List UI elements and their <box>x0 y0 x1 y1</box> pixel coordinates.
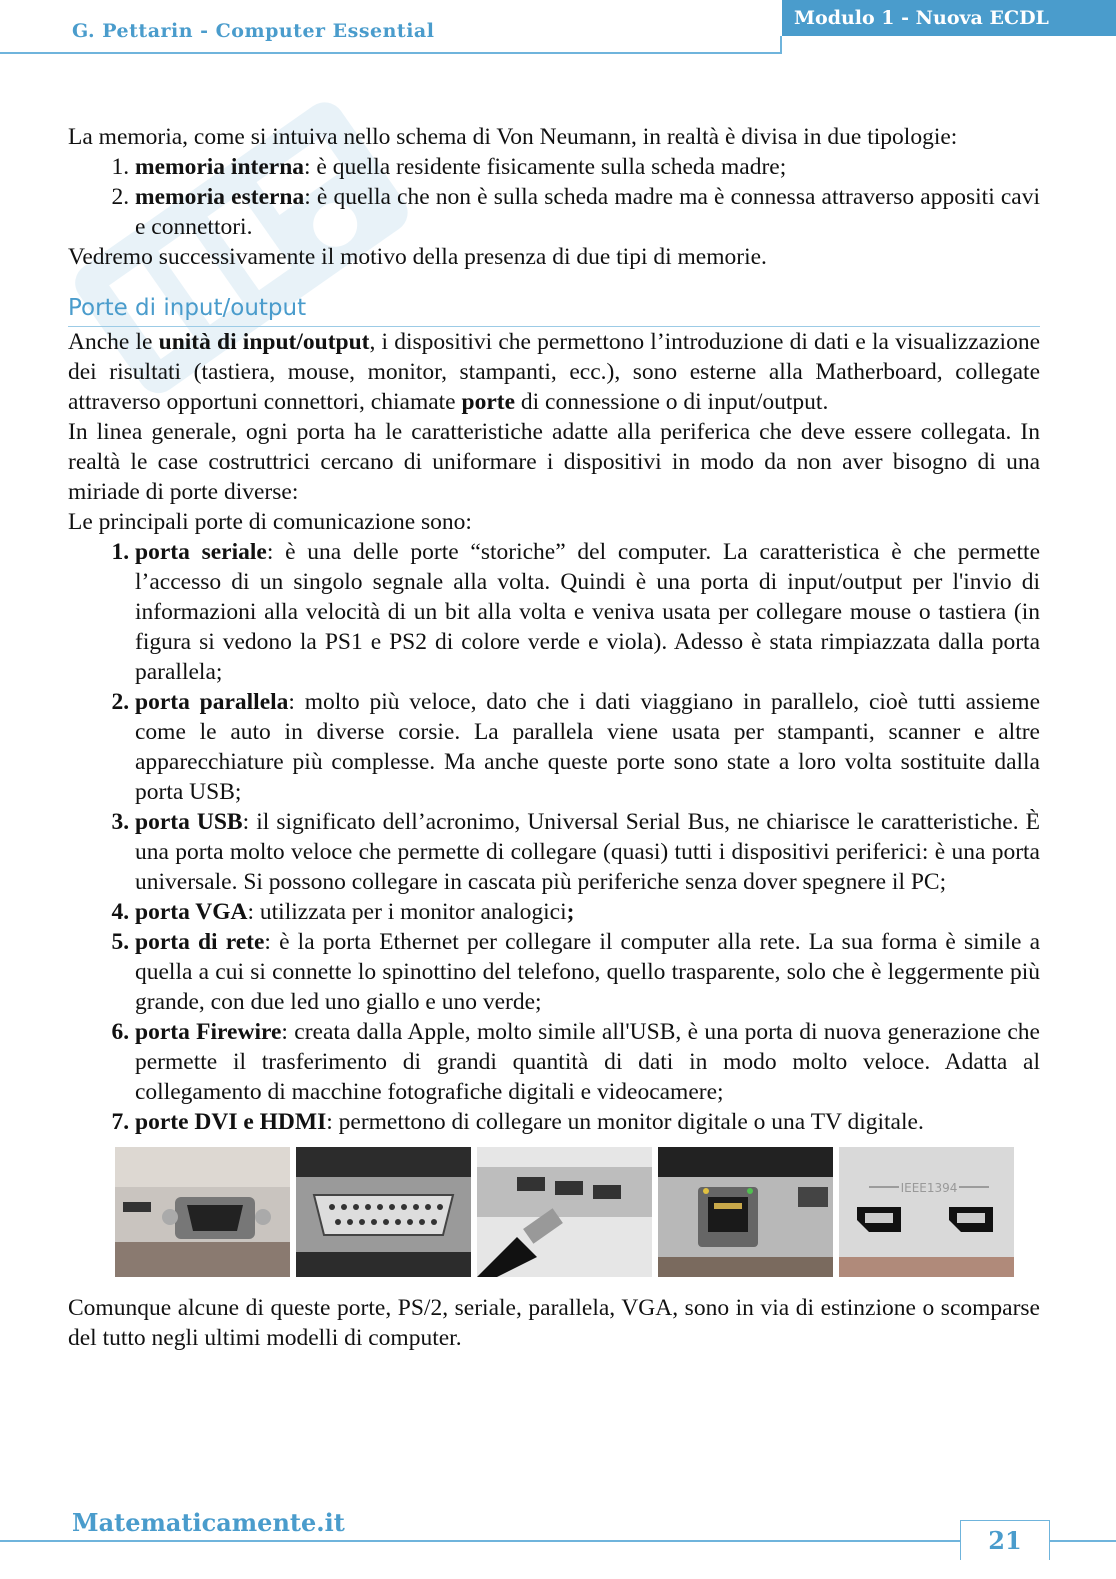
ports-list <box>68 537 1040 1137</box>
section-paragraph-1 <box>68 327 1040 417</box>
list-item-text: : utilizzata per i monitor analogici <box>247 899 567 925</box>
text-run: , i dispositivi che permettono l’introduzione di dati e la visualizzazione dei risultati (tastiera, mouse, monitor, stampanti, ecc.), sono esterne alla Matherboard, collegate attraverso opportuni connettori, chiamate <box>68 329 1040 415</box>
section-closing: Comunque alcune di queste porte, PS/2, seriale, parallela, VGA, sono in via di estinzione o scomparse del tutto negli ultimi modelli di computer. <box>68 1295 1040 1351</box>
text-run: di connessione o di input/output. <box>515 389 829 415</box>
header-rule-vertical <box>780 36 782 53</box>
firewire-port-photo <box>839 1147 1014 1277</box>
footer-rule-right <box>1050 1540 1116 1542</box>
page-number: 21 <box>988 1526 1022 1555</box>
memory-list <box>68 152 1040 242</box>
list-item <box>135 1017 1040 1107</box>
list-item-term: porta parallela <box>135 689 289 715</box>
header-module-label: Modulo 1 - Nuova ECDL <box>794 7 1049 29</box>
page-content <box>68 122 1040 1353</box>
list-item-term: porta Firewire <box>135 1019 282 1045</box>
header-module-badge <box>782 0 1116 36</box>
ports-photo-strip <box>115 1147 1040 1277</box>
list-item-term: porta VGA <box>135 899 248 925</box>
firewire-port-label: IEEE1394 <box>900 1181 958 1195</box>
list-item-text: : è quella che non è sulla scheda madre ma è connessa attraverso appositi cavi e connettori. <box>135 184 1040 240</box>
ethernet-port-photo <box>658 1147 833 1277</box>
list-item-term: porta di rete <box>135 929 265 955</box>
list-item <box>135 537 1040 687</box>
intro-closing: Vedremo successivamente il motivo della presenza di due tipi di memorie. <box>68 244 767 270</box>
list-item-term: memoria interna <box>135 154 305 180</box>
list-item <box>135 897 1040 927</box>
parallel-port-photo <box>296 1147 471 1277</box>
list-item <box>135 687 1040 807</box>
list-item-term: porte DVI e HDMI <box>135 1109 327 1135</box>
list-item <box>135 1107 1040 1137</box>
list-item-text: : permettono di collegare un monitor digitale o una TV digitale. <box>326 1109 924 1135</box>
usb-port-photo <box>477 1147 652 1277</box>
text-run: Anche le <box>68 329 159 355</box>
list-item-text: : creata dalla Apple, molto simile all'USB, è una porta di nuova generazione che permette il trasferimento di grandi quantità di dati in modo molto veloce. Adatta al collegamento di macchine fotografiche digitali e videocamere; <box>135 1019 1040 1105</box>
list-item <box>135 152 1040 182</box>
vga-port-photo <box>115 1147 290 1277</box>
list-item <box>135 182 1040 242</box>
list-item-term: porta USB <box>135 809 243 835</box>
bold-term: unità di input/output <box>158 329 370 355</box>
list-item <box>135 807 1040 897</box>
bold-term: porte <box>461 389 516 415</box>
section-title: Porte di input/output <box>68 292 1040 327</box>
list-item-text: : è una delle porte “storiche” del computer. La caratteristica è che permette l’accesso di un singolo segnale alla volta. Quindi è una porta di input/output per l'invio di informazioni alla velocità di un bit alla volta e veniva usata per collegare mouse o tastiera (in figura si vedono la PS1 e PS2 di colore verde e viola). Adesso è stata rimpiazzata dalla porta parallela; <box>135 539 1040 685</box>
list-item-text: : è la porta Ethernet per collegare il computer alla rete. La sua forma è simile a quella a cui si connette lo spinottino del telefono, quello trasparente, solo che è leggermente più grande, con due led uno giallo e uno verde; <box>135 929 1040 1015</box>
footer-site: Matematicamente.it <box>72 1508 345 1537</box>
list-item-text: : è quella residente fisicamente sulla scheda madre; <box>304 154 787 180</box>
header-rule <box>0 52 782 54</box>
section-paragraph-2: In linea generale, ogni porta ha le caratteristiche adatte alla periferica che deve essere collegata. In realtà le case costruttrici cercano di uniformare i dispositivi in modo da non aver bisogno di una miriade di porte diverse: <box>68 419 1040 505</box>
intro-paragraph: La memoria, come si intuiva nello schema di Von Neumann, in realtà è divisa in due tipologie: <box>68 124 958 150</box>
header-author-title: G. Pettarin - Computer Essential <box>72 20 435 42</box>
section-paragraph-3: Le principali porte di comunicazione sono: <box>68 509 472 535</box>
list-item-text: : il significato dell’acronimo, Universal Serial Bus, ne chiarisce le caratteristiche. È una porta molto veloce che permette di collegare (quasi) tutti i dispositivi periferici: è una porta universale. Si possono collegare in cascata più periferiche senza dover spegnere il PC; <box>135 809 1041 895</box>
list-item-term: porta seriale <box>135 539 267 565</box>
page-number-box <box>960 1520 1050 1560</box>
list-item-term: memoria esterna <box>135 184 305 210</box>
list-item <box>135 927 1040 1017</box>
footer-rule <box>0 1540 960 1542</box>
list-item-text: : molto più veloce, dato che i dati viaggiano in parallelo, cioè tutti assieme come le auto in diverse corsie. La parallela viene usata per stampanti, scanner e altre apparecchiature più complesse. Ma anche queste porte sono state a loro volta sostituite dalla porta USB; <box>135 689 1040 805</box>
list-item-tail: ; <box>566 899 575 925</box>
